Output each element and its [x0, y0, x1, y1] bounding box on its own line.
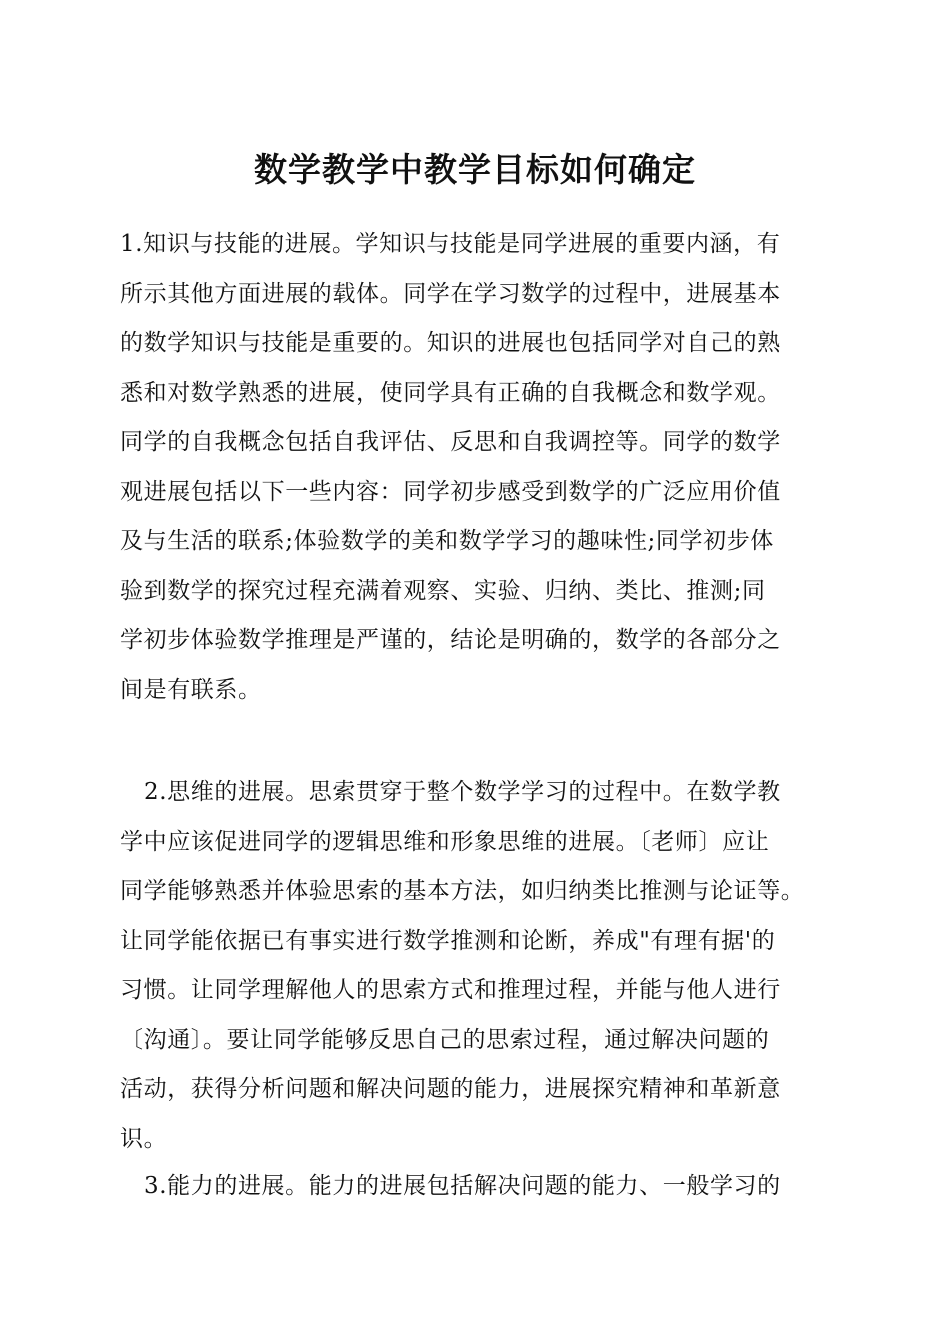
paragraph-line: 间是有联系。	[120, 676, 262, 703]
paragraph-line: 让同学能依据已有事实进行数学推测和论断，养成"有理有据'的	[120, 927, 776, 954]
paragraph-line: 2.思维的进展。思索贯穿于整个数学学习的过程中。在数学教	[144, 779, 781, 805]
paragraph-line: 同学的自我概念包括自我评估、反思和自我调控等。同学的数学	[120, 429, 781, 455]
paragraph-knowledge-skills	[120, 220, 840, 715]
paragraph-line: 3.能力的进展。能力的进展包括解决问题的能力、一般学习的	[144, 1173, 781, 1199]
document-title: 数学教学中教学目标如何确定	[254, 150, 696, 189]
paragraph-line: 学初步体验数学推理是严谨的，结论是明确的，数学的各部分之	[120, 627, 781, 653]
paragraph-line: 悉和对数学熟悉的进展，使同学具有正确的自我概念和数学观。	[120, 379, 781, 406]
paragraph-line: 的数学知识与技能是重要的。知识的进展也包括同学对自己的熟	[120, 330, 781, 356]
paragraph-line: 及与生活的联系;体验数学的美和数学学习的趣味性;同学初步体	[120, 528, 774, 554]
paragraph-line: 同学能够熟悉并体验思索的基本方法，如归纳类比推测与论证等。	[120, 878, 805, 904]
paragraph-line: 活动，获得分析问题和解决问题的能力，进展探究精神和革新意	[120, 1076, 781, 1102]
paragraph-ability	[120, 1162, 840, 1212]
paragraph-line: 〔沟通〕。要让同学能够反思自己的思索过程，通过解决问题的	[120, 1026, 770, 1053]
paragraph-line: 学中应该促进同学的逻辑思维和形象思维的进展。〔老师〕应让	[120, 828, 770, 855]
paragraph-line: 1.知识与技能的进展。学知识与技能是同学进展的重要内涵，有	[120, 231, 781, 257]
paragraph-line: 习惯。让同学理解他人的思索方式和推理过程，并能与他人进行	[120, 977, 781, 1003]
paragraph-line: 所示其他方面进展的载体。同学在学习数学的过程中，进展基本	[120, 280, 781, 307]
paragraph-thinking	[120, 768, 840, 1164]
paragraph-line: 识。	[120, 1125, 168, 1152]
paragraph-line: 验到数学的探究过程充满着观察、实验、归纳、类比、推测;同	[120, 577, 766, 604]
paragraph-line: 观进展包括以下一些内容：同学初步感受到数学的广泛应用价值	[120, 478, 781, 505]
